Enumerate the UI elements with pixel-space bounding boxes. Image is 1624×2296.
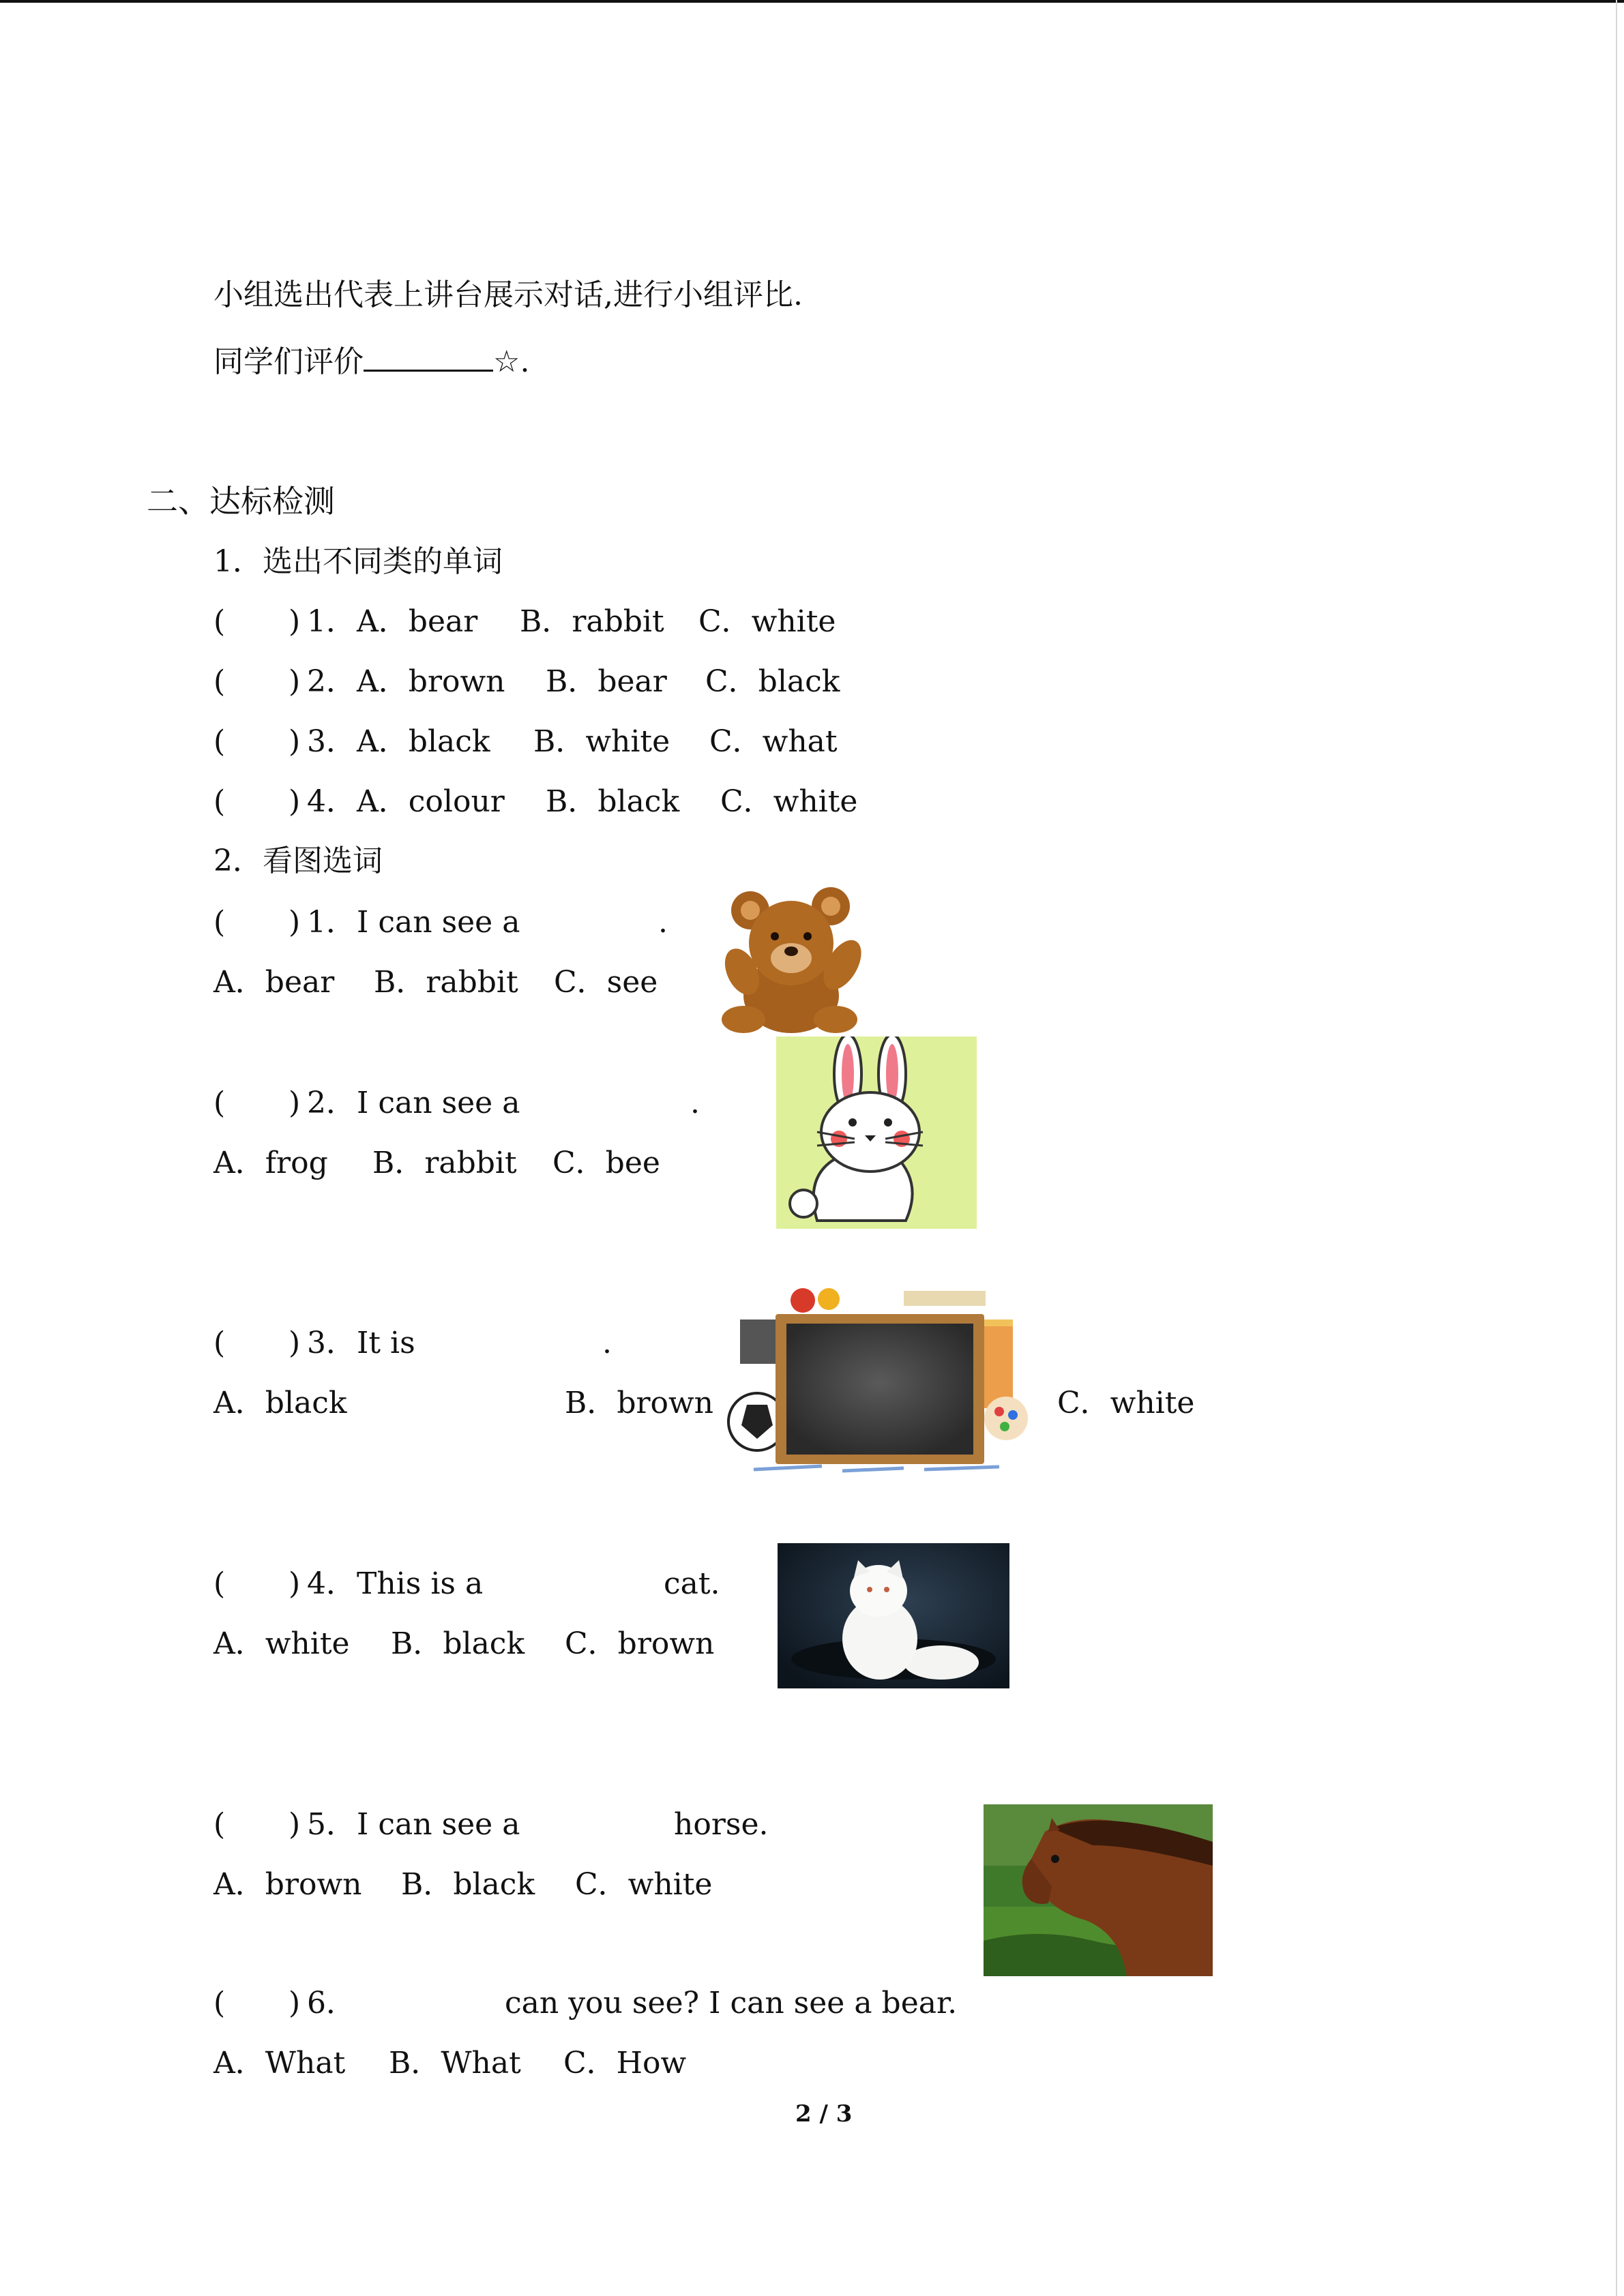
- item-number: 2．: [307, 1086, 356, 1120]
- part1-title: 1．选出不同类的单词: [213, 544, 503, 579]
- option-b: B．bear: [546, 664, 667, 699]
- answer-paren-open[interactable]: (: [213, 724, 226, 759]
- option-c: C．bee: [552, 1146, 660, 1180]
- item-number: 3．: [307, 1326, 356, 1360]
- option-c: C．black: [705, 664, 840, 699]
- answer-paren-open[interactable]: (: [213, 905, 226, 940]
- question-text: I can see a: [357, 1807, 520, 1842]
- item-number: 1．: [307, 905, 356, 940]
- question-text: This is a: [357, 1566, 484, 1601]
- item-number: 4．: [307, 784, 356, 819]
- page-number: 2 / 3: [795, 2100, 853, 2128]
- option-b: B．rabbit: [372, 1146, 517, 1180]
- option-a: A．black: [213, 1386, 347, 1420]
- option-c: C．white: [1057, 1386, 1195, 1420]
- answer-paren-close: ): [289, 1807, 301, 1842]
- section-title: 二、达标检测: [147, 483, 335, 520]
- part2-title: 2．看图选词: [213, 844, 383, 878]
- answer-paren-close: ): [289, 724, 301, 759]
- white-cat-photo: [778, 1543, 1009, 1688]
- option-a: A．black: [357, 724, 490, 759]
- rating-blank[interactable]: [364, 342, 493, 372]
- option-a: A．frog: [213, 1146, 328, 1180]
- option-b: B．rabbit: [520, 604, 664, 639]
- option-c: C．white: [575, 1867, 713, 1902]
- answer-paren-open[interactable]: (: [213, 784, 226, 819]
- answer-paren-open[interactable]: (: [213, 1086, 226, 1120]
- answer-paren-close: ): [289, 1326, 301, 1360]
- question-end: horse.: [674, 1807, 769, 1842]
- item-number: 1．: [307, 604, 356, 639]
- option-c: C．what: [709, 724, 838, 759]
- answer-paren-open[interactable]: (: [213, 604, 226, 639]
- option-a: A．What: [213, 2046, 346, 2081]
- answer-paren-open[interactable]: (: [213, 1807, 226, 1842]
- answer-paren-open[interactable]: (: [213, 1566, 226, 1601]
- answer-paren-open[interactable]: (: [213, 664, 226, 699]
- teddy-bear-picture: [716, 883, 873, 1034]
- option-c: C．white: [698, 604, 836, 639]
- answer-paren-close: ): [289, 664, 301, 699]
- rabbit-picture: [776, 1037, 977, 1229]
- option-b: B．brown: [565, 1386, 714, 1420]
- answer-paren-close: ): [289, 1086, 301, 1120]
- option-c: C．How: [563, 2046, 687, 2081]
- question-text: It is: [357, 1326, 415, 1360]
- option-a: A．bear: [213, 965, 335, 1000]
- question-text: I can see a: [357, 905, 520, 940]
- option-b: B．rabbit: [374, 965, 518, 1000]
- answer-paren-close: ): [289, 1986, 301, 2021]
- option-a: A．brown: [213, 1867, 362, 1902]
- option-a: A．colour: [357, 784, 505, 819]
- question-text: I can see a: [357, 1086, 520, 1120]
- answer-paren-open[interactable]: (: [213, 1986, 226, 2021]
- option-c: C．see: [554, 965, 658, 1000]
- option-c: C．brown: [565, 1626, 715, 1661]
- intro-line-1: 小组选出代表上讲台展示对话,进行小组评比.: [213, 278, 803, 312]
- item-number: 6．: [307, 1986, 356, 2021]
- intro-line-2: [213, 342, 529, 381]
- option-b: B．white: [533, 724, 670, 759]
- answer-paren-close: ): [289, 1566, 301, 1601]
- intro-line-2-prefix: 同学们评价: [213, 344, 364, 379]
- item-number: 3．: [307, 724, 356, 759]
- item-number: 5．: [307, 1807, 356, 1842]
- question-end: cat.: [664, 1566, 720, 1601]
- option-b: B．black: [401, 1867, 535, 1902]
- item-number: 2．: [307, 664, 356, 699]
- option-c: C．white: [720, 784, 858, 819]
- answer-paren-close: ): [289, 784, 301, 819]
- answer-paren-open[interactable]: (: [213, 1326, 226, 1360]
- option-a: A．brown: [357, 664, 505, 699]
- horse-photo: [984, 1804, 1213, 1976]
- top-border: [0, 0, 1624, 3]
- answer-paren-close: ): [289, 604, 301, 639]
- question-end: .: [658, 905, 668, 940]
- star-icon: ☆.: [493, 344, 530, 379]
- option-b: B．What: [389, 2046, 521, 2081]
- question-end: .: [690, 1086, 700, 1120]
- item-number: 4．: [307, 1566, 356, 1601]
- answer-paren-close: ): [289, 905, 301, 940]
- blackboard-picture: [726, 1285, 1033, 1490]
- option-b: B．black: [546, 784, 680, 819]
- right-border: [1616, 0, 1617, 2296]
- question-text: can you see? I can see a bear.: [505, 1986, 958, 2021]
- option-b: B．black: [391, 1626, 525, 1661]
- option-a: A．bear: [357, 604, 478, 639]
- question-end: .: [602, 1326, 612, 1360]
- option-a: A．white: [213, 1626, 350, 1661]
